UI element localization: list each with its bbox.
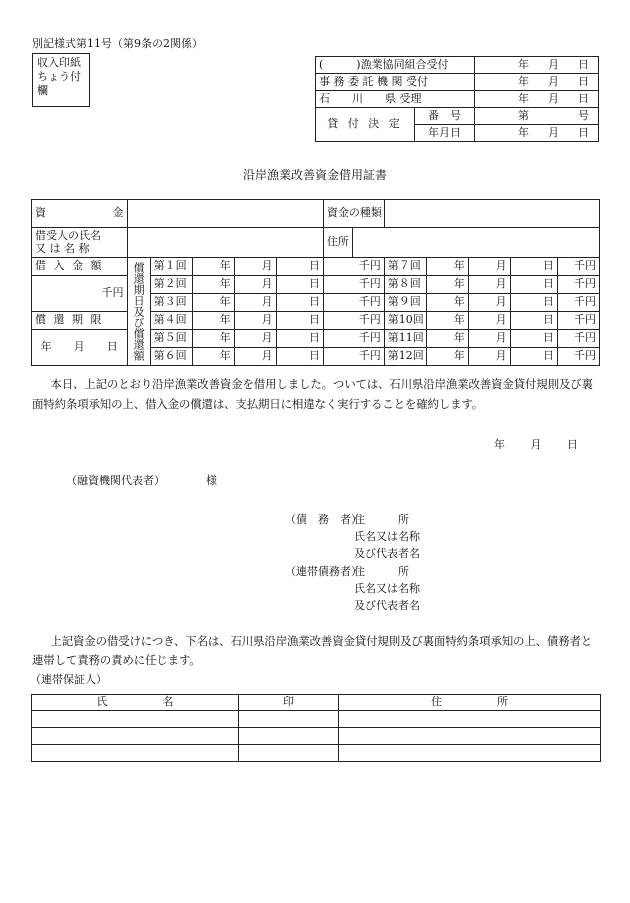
guarantor-cell[interactable] (339, 728, 601, 745)
revenue-stamp-box: 収入印紙 ちょう付 欄 (32, 53, 90, 107)
amount-cell: 千円 (323, 330, 384, 348)
amount-cell: 千円 (557, 276, 599, 294)
addressee: （融資機関代表者） (66, 474, 165, 487)
date-value: 年 月 日 (475, 125, 599, 142)
month-cell: 月 (468, 330, 510, 348)
year-cell: 年 (426, 330, 468, 348)
day-cell: 日 (276, 348, 323, 366)
amount-cell: 千円 (323, 294, 384, 312)
year-cell: 年 (192, 312, 234, 330)
guarantor-cell[interactable] (32, 728, 239, 745)
guarantor-cell[interactable] (239, 728, 339, 745)
month-cell: 月 (468, 312, 510, 330)
day-cell: 日 (510, 294, 557, 312)
guarantor-cell[interactable] (339, 711, 601, 728)
year-cell: 年 (426, 294, 468, 312)
reception-row-label: 事 務 委 託 機 関 受付 (316, 74, 475, 91)
day-cell: 日 (276, 294, 323, 312)
guarantor-cell[interactable] (32, 745, 239, 762)
month-cell: 月 (234, 294, 276, 312)
guarantor-row (32, 728, 601, 745)
day-cell: 日 (510, 312, 557, 330)
guarantee-text: 上記資金の借受けにつき、下名は、石川県沿岸漁業改善資金貸付規則及び裏面特約条項承知の上、債務者と連帯して責務の責めに任じます。 (32, 634, 593, 667)
year-cell: 年 (192, 294, 234, 312)
day-cell: 日 (510, 330, 557, 348)
month-cell: 月 (234, 258, 276, 276)
fund-label: 資 金 (32, 200, 128, 228)
month-cell: 月 (234, 330, 276, 348)
installment-right: 第７回 (384, 258, 426, 276)
joint-debtor-name-label: 氏名又は名称 (354, 582, 420, 595)
repay-period-value: 年 月 日 (32, 330, 128, 366)
debtor-rep-label: 及び代表者名 (354, 547, 420, 560)
signature-date: 年 月 日 (494, 438, 578, 451)
installment-left: 第４回 (150, 312, 192, 330)
month-cell: 月 (468, 276, 510, 294)
year-cell: 年 (192, 348, 234, 366)
joint-debtor-rep-label: 及び代表者名 (354, 599, 420, 612)
year-cell: 年 (426, 312, 468, 330)
installment-right: 第10回 (384, 312, 426, 330)
guarantor-header: 住 所 (339, 695, 601, 711)
number-value: 第 号 (475, 108, 599, 125)
amount-cell: 千円 (323, 258, 384, 276)
amount-cell: 千円 (323, 348, 384, 366)
amount-cell: 千円 (323, 312, 384, 330)
installment-right: 第８回 (384, 276, 426, 294)
installment-left: 第６回 (150, 348, 192, 366)
debtor-name-label: 氏名又は名称 (354, 530, 420, 543)
month-cell: 月 (468, 258, 510, 276)
installment-left: 第３回 (150, 294, 192, 312)
guarantor-row (32, 745, 601, 762)
installment-left: 第５回 (150, 330, 192, 348)
day-cell: 日 (510, 276, 557, 294)
amount-cell: 千円 (557, 312, 599, 330)
reception-row-date: 年 月 日 (475, 57, 599, 74)
reception-table (315, 56, 599, 142)
form-number: 別記様式第11号（第9条の2関係） (32, 37, 203, 50)
month-cell: 月 (234, 312, 276, 330)
day-cell: 日 (510, 258, 557, 276)
guarantor-row (32, 711, 601, 728)
month-cell: 月 (234, 348, 276, 366)
guarantor-cell[interactable] (32, 711, 239, 728)
installment-left: 第１回 (150, 258, 192, 276)
day-cell: 日 (276, 312, 323, 330)
guarantor-cell[interactable] (339, 745, 601, 762)
amount-cell: 千円 (557, 330, 599, 348)
amount-cell: 千円 (323, 276, 384, 294)
reception-row-date: 年 月 日 (475, 91, 599, 108)
guarantor-cell[interactable] (239, 711, 339, 728)
address-value (353, 228, 600, 258)
month-cell: 月 (468, 294, 510, 312)
guarantor-header: 印 (239, 695, 339, 711)
fund-type-value (384, 200, 599, 228)
year-cell: 年 (192, 258, 234, 276)
year-cell: 年 (192, 330, 234, 348)
installment-right: 第12回 (384, 348, 426, 366)
borrower-value (127, 228, 323, 258)
guarantor-header: 氏 名 (32, 695, 239, 711)
debtor-address-label: 住 所 (354, 513, 409, 526)
month-cell: 月 (234, 276, 276, 294)
document-title: 沿岸漁業改善資金借用証書 (242, 168, 387, 182)
borrower-label: 借受人の氏名 又 は 名 称 (32, 228, 128, 258)
joint-debtor-address-label: 住 所 (354, 565, 409, 578)
address-label: 住所 (323, 228, 352, 258)
loan-details-table (31, 199, 600, 366)
guarantor-cell[interactable] (239, 745, 339, 762)
schedule-label: 償還期日及び償還額 (127, 258, 150, 366)
repay-period-label: 償 還 期 限 (32, 312, 128, 330)
amount-cell: 千円 (557, 258, 599, 276)
day-cell: 日 (276, 330, 323, 348)
fund-type-label: 資金の種類 (323, 200, 384, 228)
year-cell: 年 (426, 348, 468, 366)
day-cell: 日 (276, 276, 323, 294)
loan-amount-label: 借 入 金 額 (32, 258, 128, 276)
number-label: 番 号 (415, 108, 475, 125)
date-label: 年月日 (415, 125, 475, 142)
fund-value (127, 200, 323, 228)
guarantor-label: （連帯保証人） (30, 673, 107, 686)
joint-debtor-role: （連帯債務者） (285, 565, 362, 578)
debtor-role: （債 務 者） (285, 513, 362, 526)
day-cell: 日 (510, 348, 557, 366)
installment-right: 第９回 (384, 294, 426, 312)
amount-cell: 千円 (557, 348, 599, 366)
reception-row-label: 石 川 県 受理 (316, 91, 475, 108)
year-cell: 年 (426, 258, 468, 276)
loan-amount-value: 千円 (32, 276, 128, 312)
installment-left: 第２回 (150, 276, 192, 294)
month-cell: 月 (468, 348, 510, 366)
guarantor-table (31, 694, 601, 762)
installment-right: 第11回 (384, 330, 426, 348)
year-cell: 年 (426, 276, 468, 294)
loan-decision-label: 貸 付 決 定 (316, 108, 415, 142)
amount-cell: 千円 (557, 294, 599, 312)
day-cell: 日 (276, 258, 323, 276)
reception-row-date: 年 月 日 (475, 74, 599, 91)
year-cell: 年 (192, 276, 234, 294)
addressee-suffix: 様 (206, 474, 217, 487)
declaration-text: 本日、上記のとおり沿岸漁業改善資金を借用しました。ついては、石川県沿岸漁業改善資金貸付規則及び裏面特約条項承知の上、借入金の償還は、支払期日に相違なく実行することを確約します。 (32, 377, 593, 411)
reception-row-label: ( )漁業協同組合受付 (316, 57, 475, 74)
